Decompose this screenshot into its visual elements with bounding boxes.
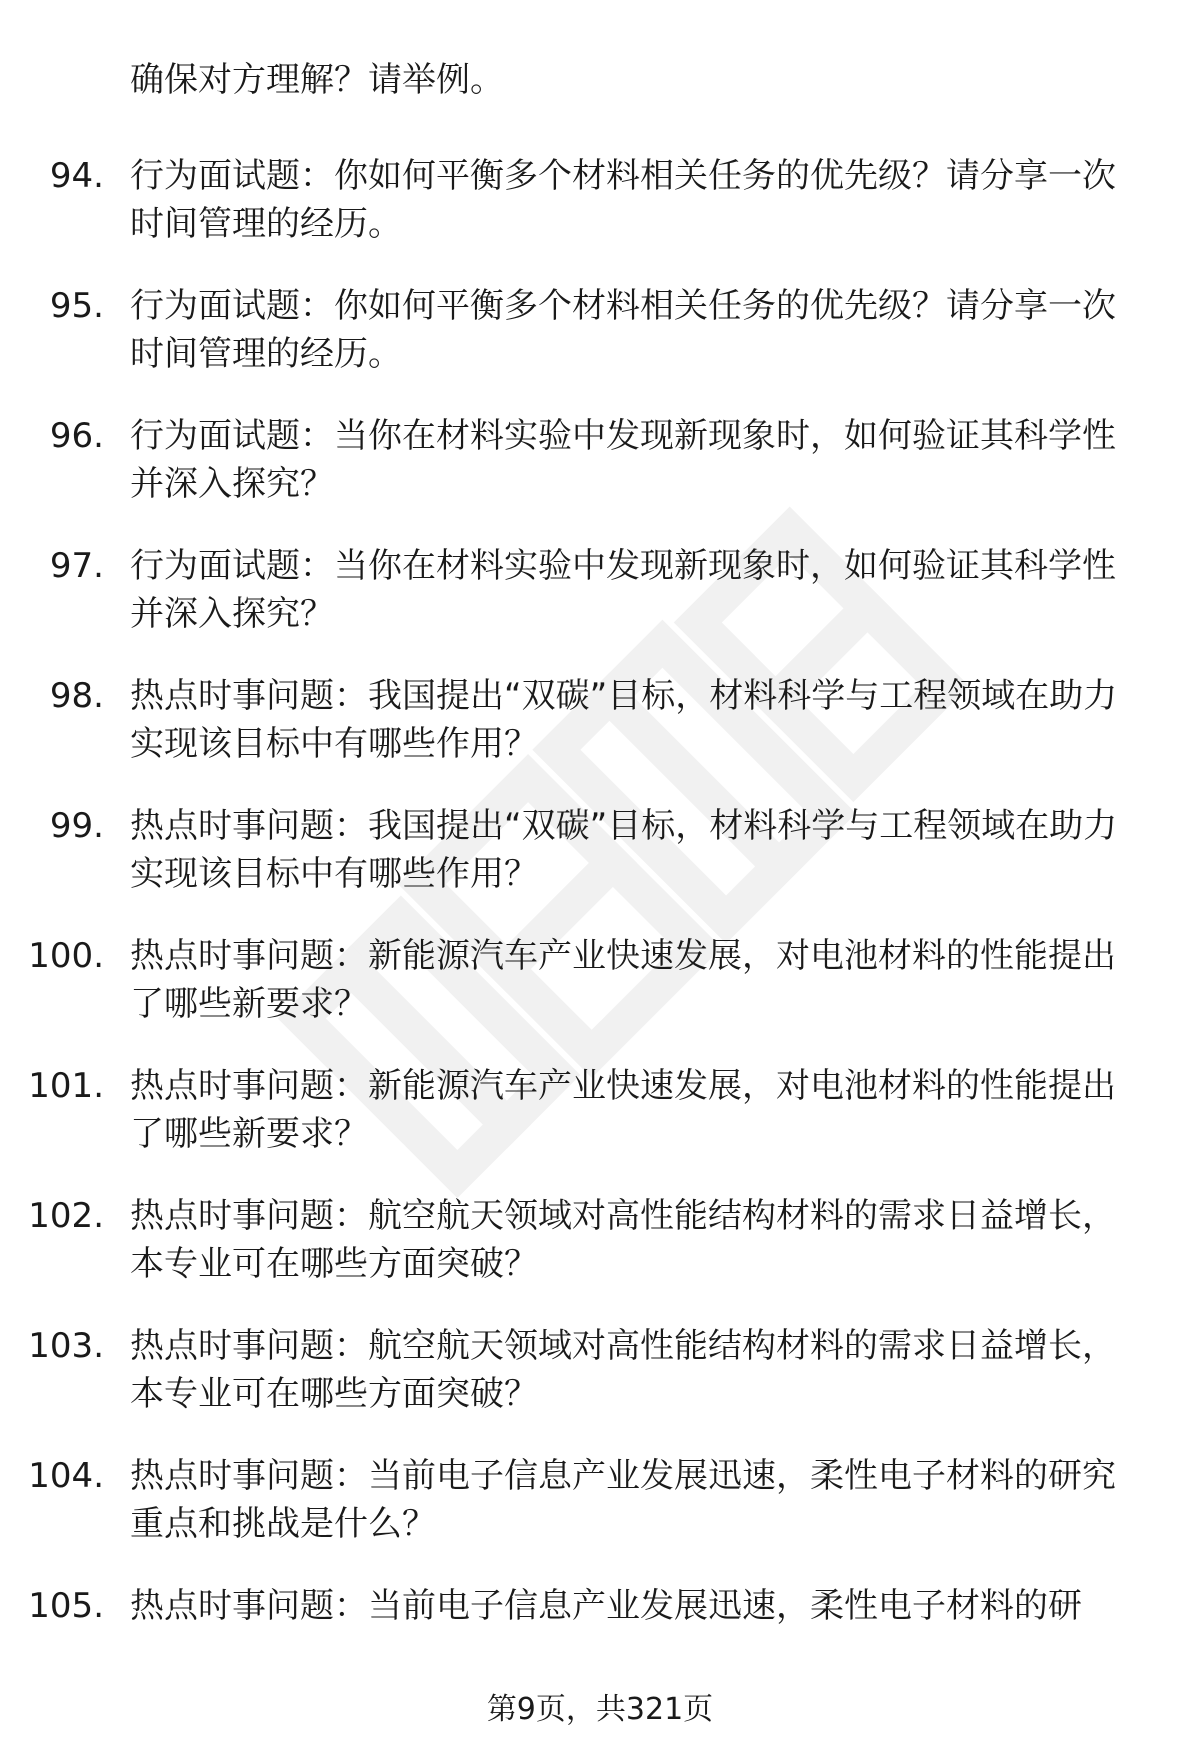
list-item: [0, 1434, 1200, 1564]
question-number: 96.: [49, 416, 104, 456]
list-item: [0, 784, 1200, 914]
question-number: 99.: [49, 806, 104, 846]
list-item: [0, 1564, 1200, 1694]
question-text: 行为面试题：你如何平衡多个材料相关任务的优先级？请分享一次时间管理的经历。: [130, 286, 1116, 374]
question-text: 热点时事问题：我国提出“双碳”目标，材料科学与工程领域在助力实现该目标中有哪些作用？: [130, 806, 1118, 894]
question-number: 97.: [49, 546, 104, 586]
question-number: 100.: [28, 936, 104, 976]
question-number: 105.: [28, 1586, 104, 1626]
list-item: [0, 524, 1200, 654]
list-item: [0, 654, 1200, 784]
question-text: 热点时事问题：航空航天领域对高性能结构材料的需求日益增长，本专业可在哪些方面突破？: [130, 1326, 1116, 1414]
question-number: 101.: [28, 1066, 104, 1106]
list-item: [0, 1044, 1200, 1174]
question-number: 98.: [49, 676, 104, 716]
question-text: 热点时事问题：我国提出“双碳”目标，材料科学与工程领域在助力实现该目标中有哪些作用？: [130, 676, 1118, 764]
question-text: 行为面试题：你如何平衡多个材料相关任务的优先级？请分享一次时间管理的经历。: [130, 156, 1116, 244]
question-text: 热点时事问题：当前电子信息产业发展迅速，柔性电子材料的研究重点和挑战是什么？: [130, 1456, 1116, 1544]
question-text: 热点时事问题：新能源汽车产业快速发展，对电池材料的性能提出了哪些新要求？: [130, 936, 1116, 1024]
question-number: 104.: [28, 1456, 104, 1496]
question-number: 95.: [49, 286, 104, 326]
list-item: [0, 1304, 1200, 1434]
question-text: 热点时事问题：当前电子信息产业发展迅速，柔性电子材料的研: [130, 1586, 1082, 1626]
question-text: 热点时事问题：新能源汽车产业快速发展，对电池材料的性能提出了哪些新要求？: [130, 1066, 1116, 1154]
question-text: 行为面试题：当你在材料实验中发现新现象时，如何验证其科学性并深入探究？: [130, 546, 1116, 634]
continued-question-text: 确保对方理解？请举例。: [130, 60, 504, 100]
list-item: [0, 264, 1200, 394]
question-number: 94.: [49, 156, 104, 196]
page-number-footer: 第9页，共321页: [486, 1692, 714, 1727]
list-item: [0, 1174, 1200, 1304]
question-list: [0, 134, 1200, 1694]
question-text: 行为面试题：当你在材料实验中发现新现象时，如何验证其科学性并深入探究？: [130, 416, 1116, 504]
list-item: [0, 134, 1200, 264]
list-item: [0, 914, 1200, 1044]
question-number: 103.: [28, 1326, 104, 1366]
question-text: 热点时事问题：航空航天领域对高性能结构材料的需求日益增长，本专业可在哪些方面突破？: [130, 1196, 1116, 1284]
list-item: [0, 394, 1200, 524]
question-number: 102.: [28, 1196, 104, 1236]
